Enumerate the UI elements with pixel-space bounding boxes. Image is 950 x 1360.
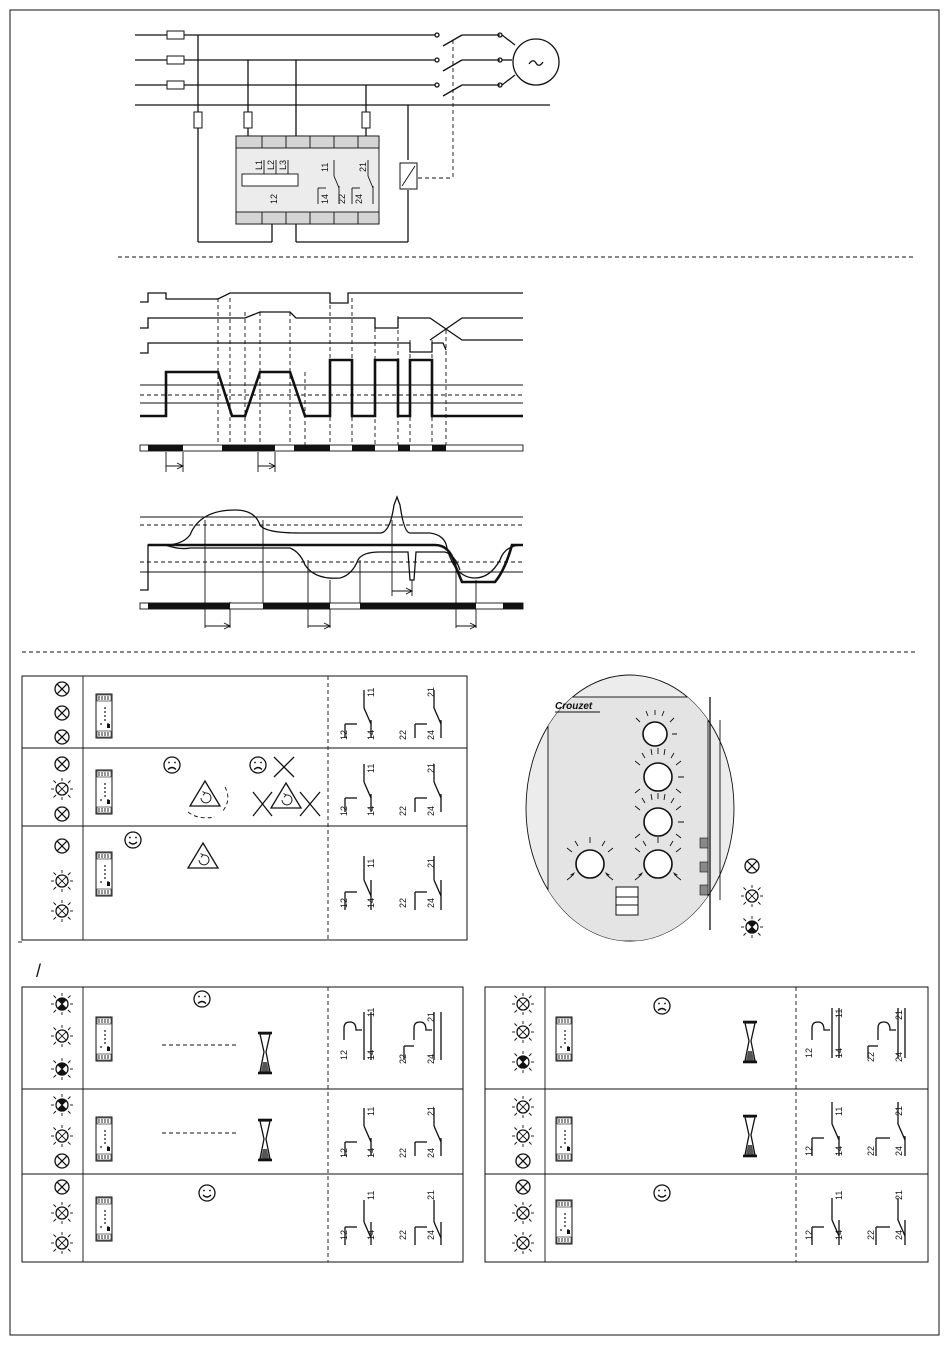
led-flashing-icon: [51, 1058, 73, 1080]
phase-rotation-icon: [188, 843, 218, 868]
relay-module-icon: [556, 1117, 572, 1161]
terminal-12: 12: [339, 729, 349, 740]
led-on-icon: [51, 1202, 73, 1224]
fuse-l3: [167, 81, 184, 89]
relay-module-icon: [96, 1117, 112, 1161]
led-on-icon: [512, 993, 534, 1015]
terminal-22: 22: [398, 1053, 408, 1064]
sad-face-icon: [250, 757, 266, 773]
contact-state: [812, 1008, 905, 1058]
terminal-24: 24: [426, 1053, 436, 1064]
led-flashing-icon: [51, 1094, 73, 1116]
led-off-icon: [516, 1180, 530, 1194]
led-off-icon: [55, 757, 69, 771]
led-off-icon: [55, 839, 69, 853]
wiring-diagram: [135, 31, 559, 242]
terminal-21: 21: [426, 1105, 436, 1116]
terminal-24: 24: [426, 729, 436, 740]
terminal-11: 11: [834, 1008, 844, 1018]
relay-module-icon: [96, 1017, 112, 1061]
asymmetry-table-left: [22, 987, 463, 1262]
terminal-22: 22: [866, 1229, 876, 1240]
terminal-21: 21: [894, 1105, 904, 1116]
phase-sequence-table: [22, 676, 467, 940]
terminal-22: 22: [398, 1147, 408, 1158]
led-off-icon: [55, 1180, 69, 1194]
terminal-12: 12: [804, 1145, 814, 1156]
led-off-icon: [55, 682, 69, 696]
terminal-22: 22: [398, 1229, 408, 1240]
terminal-22: 22: [866, 1145, 876, 1156]
terminal-l2: L2: [266, 159, 276, 170]
asymmetry-table-right: [485, 987, 928, 1262]
knob-5[interactable]: [644, 850, 672, 878]
led-on-icon: [51, 1125, 73, 1147]
relay-module-icon: [96, 694, 112, 738]
hourglass-icon: [258, 1033, 272, 1073]
terminal-14: 14: [834, 1145, 844, 1156]
terminal-12: 12: [804, 1047, 814, 1058]
happy-face-icon: [199, 1185, 215, 1201]
terminal-12: 12: [339, 805, 349, 816]
terminal-24: 24: [894, 1145, 904, 1156]
led-off-icon: [55, 706, 69, 720]
knob-4[interactable]: [576, 850, 604, 878]
terminal-12: 12: [339, 1147, 349, 1158]
knob-3[interactable]: [644, 808, 672, 836]
terminal-14: 14: [834, 1229, 844, 1240]
terminal-11: 11: [366, 1007, 376, 1017]
phase-rotation-icon: [190, 781, 220, 806]
terminal-l1: L1: [254, 159, 264, 170]
sad-face-icon: [654, 998, 670, 1014]
hourglass-icon: [258, 1120, 272, 1160]
terminal-22: 22: [866, 1051, 876, 1062]
terminal-24: 24: [894, 1051, 904, 1062]
terminal-24: 24: [426, 1229, 436, 1240]
contact-state: [812, 1102, 905, 1156]
terminal-14: 14: [366, 805, 376, 816]
terminal-11: 11: [834, 1190, 844, 1200]
terminal-12: 12: [339, 1049, 349, 1060]
led-on-icon: [512, 1202, 534, 1224]
terminal-21: 21: [426, 857, 436, 868]
relay-module-icon: [96, 1197, 112, 1241]
terminal-21: 21: [426, 762, 436, 773]
terminal-21: 21: [426, 686, 436, 697]
control-relay: [236, 136, 379, 224]
led-on-icon: [741, 885, 763, 907]
terminal-21: 21: [426, 1189, 436, 1200]
terminal-24: 24: [426, 897, 436, 908]
terminal-14: 14: [366, 1049, 376, 1060]
page-frame: [10, 10, 939, 1335]
led-on-icon: [512, 1232, 534, 1254]
knob-1[interactable]: [643, 722, 667, 746]
terminal-24: 24: [426, 1147, 436, 1158]
sad-face-icon: [164, 757, 180, 773]
product-front-view: [526, 675, 734, 941]
relay-module-icon: [96, 770, 112, 814]
fuse-control-2: [244, 112, 252, 128]
led-off-icon: [55, 1154, 69, 1168]
led-on-icon: [51, 778, 73, 800]
hourglass-icon: [743, 1116, 757, 1156]
happy-face-icon: [125, 832, 141, 848]
phase-rotation-icon: [271, 783, 301, 808]
fuse-control-1: [194, 112, 202, 128]
led-flashing-icon: [51, 993, 73, 1015]
terminal-12: 12: [804, 1229, 814, 1240]
terminal-14: 14: [366, 1229, 376, 1240]
terminal-11: 11: [834, 1106, 844, 1116]
led-on-icon: [512, 1096, 534, 1118]
terminal-12: 12: [269, 193, 279, 204]
happy-face-icon: [654, 1185, 670, 1201]
terminal-21: 21: [426, 1011, 436, 1022]
terminal-12: 12: [339, 897, 349, 908]
fuse-control-3: [362, 112, 370, 128]
terminal-22: 22: [398, 897, 408, 908]
led-on-icon: [512, 1021, 534, 1043]
terminal-11: 11: [320, 162, 330, 172]
knob-2[interactable]: [644, 763, 672, 791]
led-on-icon: [51, 870, 73, 892]
terminal-14: 14: [366, 897, 376, 908]
relay-module-icon: [96, 852, 112, 896]
terminal-block: [616, 887, 638, 915]
fuse-l1: [167, 31, 184, 39]
terminal-21: 21: [894, 1189, 904, 1200]
separator-slash: /: [36, 961, 42, 981]
terminal-11: 11: [366, 763, 376, 773]
terminal-14: 14: [366, 729, 376, 740]
terminal-21: 21: [894, 1009, 904, 1020]
led-off-icon: [55, 730, 69, 744]
led-on-icon: [51, 900, 73, 922]
led-off-icon: [516, 1154, 530, 1168]
terminal-12: 12: [339, 1229, 349, 1240]
led-on-icon: [51, 1232, 73, 1254]
terminal-14: 14: [320, 193, 330, 204]
terminal-11: 11: [366, 687, 376, 697]
fuse-l2: [167, 56, 184, 64]
sad-face-icon: [194, 991, 210, 1007]
terminal-24: 24: [894, 1229, 904, 1240]
led-off-icon: [745, 859, 759, 873]
terminal-l3: L3: [278, 159, 288, 170]
terminal-21: 21: [358, 161, 368, 172]
led-off-icon: [55, 807, 69, 821]
hourglass-icon: [743, 1022, 757, 1062]
terminal-11: 11: [366, 858, 376, 868]
terminal-22: 22: [398, 729, 408, 740]
brand-logo: Crouzet: [555, 701, 593, 712]
terminal-11: 11: [366, 1106, 376, 1116]
timing-diagram-asymmetry: [140, 497, 523, 629]
terminal-24: 24: [426, 805, 436, 816]
led-flashing-icon: [741, 916, 763, 938]
relay-module-icon: [556, 1017, 572, 1061]
terminal-14: 14: [366, 1147, 376, 1158]
contact-state: [812, 1198, 905, 1245]
terminal-24: 24: [354, 193, 364, 204]
terminal-22: 22: [337, 193, 347, 204]
terminal-11: 11: [366, 1190, 376, 1200]
terminal-22: 22: [398, 805, 408, 816]
timing-diagram-phases: [140, 293, 523, 472]
led-flashing-icon: [512, 1051, 534, 1073]
led-on-icon: [51, 1025, 73, 1047]
terminal-14: 14: [834, 1047, 844, 1058]
led-on-icon: [512, 1125, 534, 1147]
relay-module-icon: [556, 1200, 572, 1244]
